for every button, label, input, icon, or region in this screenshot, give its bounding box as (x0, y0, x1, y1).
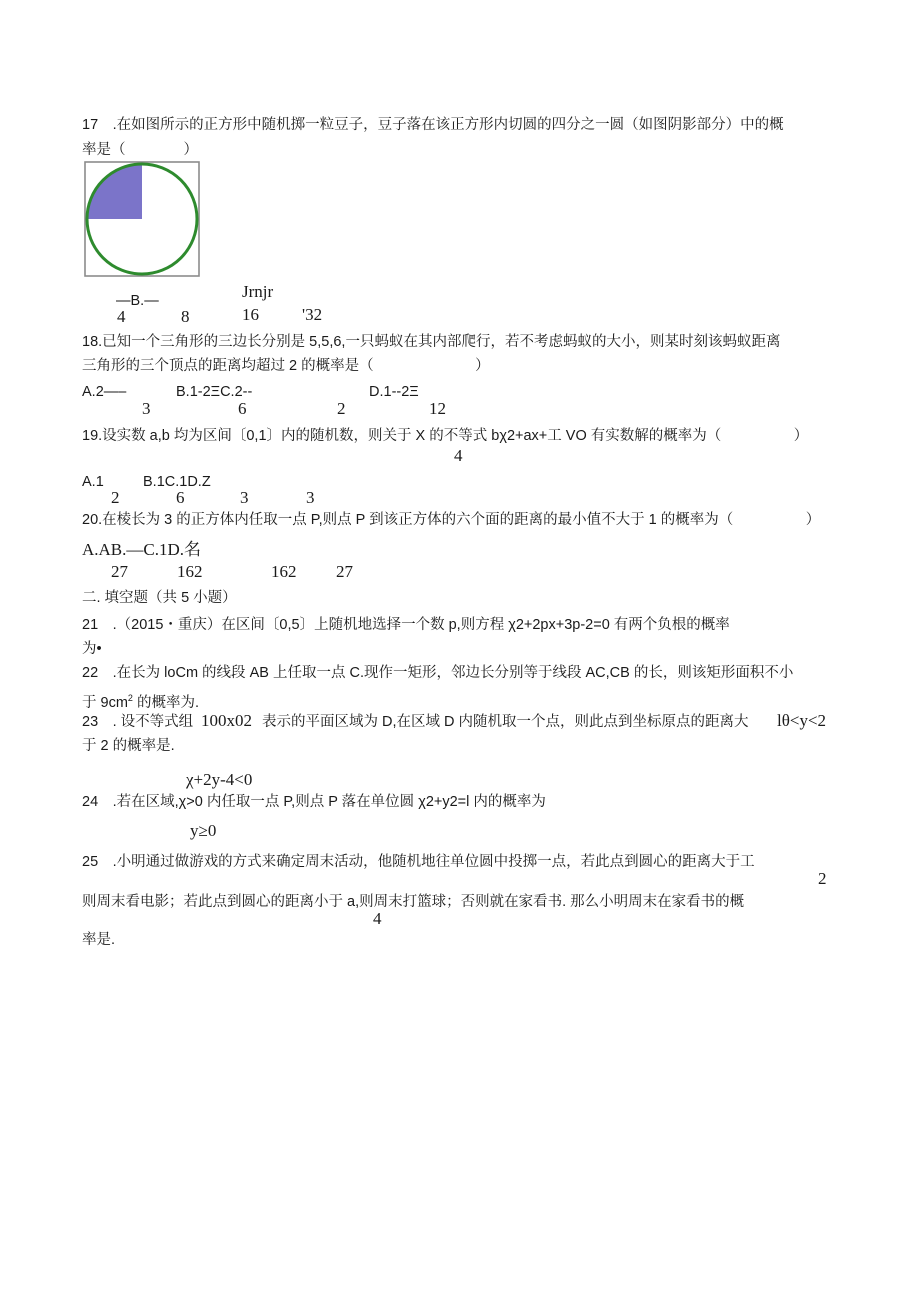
q21-line1: 21 .（2015・重庆）在区间〔0,5〕上随机地选择一个数 p,则方程 χ2+2px+3p-2=0 有两个负根的概率 (82, 617, 730, 633)
q21-line2: 为• (82, 641, 102, 657)
q19-sub: 4 (454, 446, 463, 465)
q19-line1: 19.设实数 a,b 均为区间〔0,1〕内的随机数，则关于 X 的不等式 bχ2+ax+工 VO 有实数解的概率为（ ） (82, 428, 809, 444)
q23-line1-post: 表示的平面区域为 D,在区域 D 内随机取一个点，则此点到坐标原点的距离大 (262, 714, 749, 730)
square-incircle-diagram (84, 161, 200, 277)
q20-denom-c: 162 (271, 562, 297, 581)
q20-line1: 20.在棱长为 3 的正方体内任取一点 P,则点 P 到该正方体的六个面的距离的最小值不大于 1 的概率为（ ） (82, 512, 821, 528)
q18-denom-b: 6 (238, 399, 247, 418)
q25-line3: 率是. (82, 932, 116, 948)
q17-denom-d: '32 (302, 305, 323, 324)
q18-denom-a: 3 (142, 399, 151, 418)
q17-line2: 率是（ ） (82, 142, 198, 158)
q18-denom-c: 2 (337, 399, 346, 418)
q22-line2-sup: 2 (127, 693, 133, 703)
q24-math-bottom: y≥0 (190, 821, 217, 840)
q22-line2 (82, 689, 199, 712)
q20-denom-a: 27 (111, 562, 128, 581)
q23-line2: 于 2 的概率是. (82, 738, 175, 754)
q17-options-top: Jrnjr (242, 282, 274, 301)
q20-denom-d: 27 (336, 562, 353, 581)
q24-math-top: χ+2y-4<0 (186, 770, 253, 789)
q17-denom-c: 16 (242, 305, 259, 324)
q19-option-bcd: B.1C.1D.Z (143, 474, 211, 490)
q23-line1-pre: 23 . 设不等式组 (82, 714, 194, 730)
q24-line1: 24 .若在区域,χ>0 内任取一点 P,则点 P 落在单位圆 χ2+y2=l 内的概率为 (82, 794, 546, 810)
q17-option-b: —B.— (116, 293, 159, 309)
q23-line1-right: lθ<y<2 (777, 711, 827, 730)
q18-denom-d: 12 (429, 399, 446, 418)
q19-denom-c: 3 (240, 488, 249, 507)
q18-line2: 三角形的三个顶点的距离均超过 2 的概率是（ ） (82, 358, 490, 374)
q17-denom-b: 8 (181, 307, 190, 326)
q22-line2-post: 的概率为. (132, 694, 199, 711)
q17-denom-a: 4 (117, 307, 126, 326)
q25-line2: 则周末看电影；若此点到圆心的距离小于 a,则周末打篮球；否则就在家看书. 那么小明周末在家看书的概 (82, 894, 745, 910)
q25-right-num: 2 (818, 869, 827, 888)
q18-option-bc: B.1-2ΞC.2-- (176, 384, 253, 400)
q17-figure (84, 161, 200, 277)
q25-line1: 25 .小明通过做游戏的方式来确定周末活动，他随机地往单位圆中投掷一点，若此点到圆心的距离大于工 (82, 854, 755, 870)
q19-denom-b: 6 (176, 488, 185, 507)
q20-denom-b: 162 (177, 562, 203, 581)
q17-line1: 17 .在如图所示的正方形中随机掷一粒豆子，豆子落在该正方形内切圆的四分之一圆（如图阴影部分）中的概 (82, 117, 784, 133)
q18-option-d: D.1--2Ξ (369, 384, 419, 400)
q23-line1-math: 100x02 (201, 711, 252, 730)
q18-option-a: A.2—– (82, 384, 127, 400)
q22-line2-pre: 于 9cm (82, 694, 128, 711)
q20-options: A.AB.—C.1D.名 (82, 540, 202, 559)
q19-denom-d: 3 (306, 488, 315, 507)
q22-line1: 22 .在长为 loCm 的线段 AB 上任取一点 C.现作一矩形，邻边长分别等于线段 AC,CB 的长，则该矩形面积不小 (82, 665, 794, 681)
section-heading-fill-in: 二. 填空题（共 5 小题） (82, 590, 237, 606)
q19-denom-a: 2 (111, 488, 120, 507)
q18-line1: 18.已知一个三角形的三边长分别是 5,5,6,一只蚂蚁在其内部爬行，若不考虑蚂蚁的大小，则某时刻该蚂蚁距离 (82, 334, 781, 350)
q19-option-a: A.1 (82, 474, 104, 490)
q25-sub: 4 (373, 909, 382, 928)
